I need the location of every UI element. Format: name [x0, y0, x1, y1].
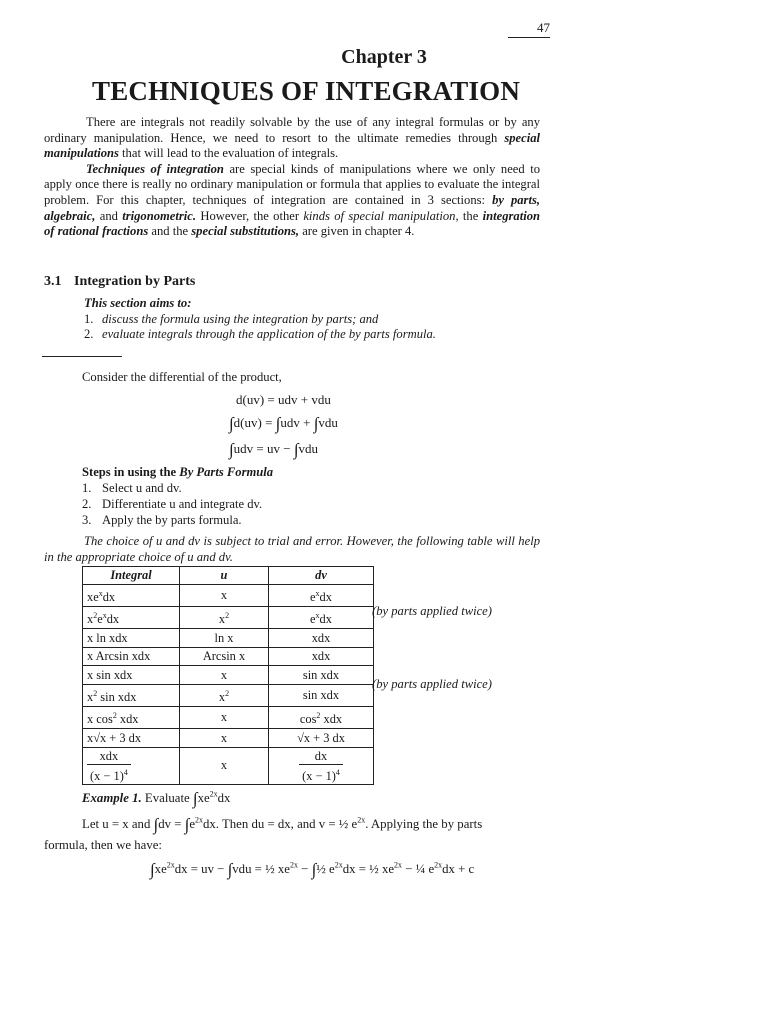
equation-product-differential: d(uv) = udv + vdu — [236, 392, 331, 407]
integral-sign: ∫ — [313, 414, 319, 433]
step-item: 3. Apply the by parts formula. — [82, 513, 242, 527]
equation-by-parts-formula: ∫udv = uv − ∫vdu — [229, 440, 319, 459]
section-number: 3.1 — [44, 274, 62, 289]
integral-sign: ∫ — [293, 440, 299, 459]
table-header-dv: dv — [269, 567, 374, 585]
table-cell-dv — [269, 747, 374, 784]
integral-sign: ∫ — [229, 440, 234, 459]
table-header-u: u — [180, 567, 269, 585]
table-cell-u: x — [180, 729, 269, 748]
integral-sign: ∫ — [311, 860, 317, 879]
integral-sign: ∫ — [184, 815, 190, 834]
divider — [42, 356, 122, 357]
table-cell-u: x — [180, 585, 269, 607]
section-heading — [44, 274, 195, 290]
table-cell-integral: x√x + 3 dx — [83, 729, 180, 748]
example-solution: $\int xe^{2x}dx$ = uv − ∫vdu = ½ $xe^{2x}$ − ∫½ $e^{2x}dx$ = ½ $xe^{2x}$ − ¼ $e^{2x}dx + c$ — [150, 860, 475, 879]
table-row — [83, 747, 374, 784]
table-cell-integral — [83, 747, 180, 784]
table-cell-dv: xdx — [269, 647, 374, 666]
equation-integrated-differential: ∫d(uv) = ∫udv + ∫vdu — [229, 414, 338, 433]
integral-sign: ∫ — [227, 860, 233, 879]
steps-title: Steps in using the By Parts Formula — [82, 465, 274, 479]
table-note: (by parts applied twice) — [372, 677, 492, 691]
fraction: $\frac{\text{xdx}}{(x - 1)^4}$ — [87, 748, 131, 784]
aims-title: This section aims to: — [84, 296, 192, 310]
consider-text: Consider the differential of the product, — [82, 370, 282, 384]
chapter-label: Chapter 3 — [341, 46, 427, 68]
steps-section — [82, 464, 542, 528]
intro-text — [44, 115, 540, 240]
table-cell-dv: sin xdx — [269, 685, 374, 707]
integral-sign: ∫ — [192, 789, 198, 808]
fraction: $\frac{dx}{(x - 1)^4}$ — [299, 748, 343, 784]
table-row — [83, 707, 374, 729]
table-cell-u: x — [180, 666, 269, 685]
page-number: 47 — [508, 20, 550, 38]
table-cell-u: ln x — [180, 629, 269, 648]
table-row — [83, 607, 374, 629]
aim-item: 2. evaluate integrals through the application of the by parts formula. — [84, 327, 436, 341]
integral-sign: ∫ — [153, 815, 159, 834]
table-cell-u: $x^2$ — [180, 685, 269, 707]
table-cell-dv: $\cos^2$ xdx — [269, 707, 374, 729]
table-cell-integral: x sin xdx — [83, 666, 180, 685]
table-header-integral: Integral — [83, 567, 180, 585]
integral-sign: ∫ — [275, 414, 281, 433]
table-cell-dv: sin xdx — [269, 666, 374, 685]
table-cell-dv: $e^xdx$ — [269, 585, 374, 607]
step-item: 2. Differentiate u and integrate dv. — [82, 497, 263, 511]
intro-paragraph-2: Techniques of integration are special kinds of manipulations where we only need to apply once there is really no ordinary manipulation or formula that applies to evaluate the integral problem. For this chapter, techniques of integration are contained in 3 sections: by parts, algebraic, and trigonometric. However, the other kinds of special manipulation, the integration of rational fractions and the special substitutions, are given in chapter 4. — [44, 161, 541, 239]
table-row — [83, 685, 374, 707]
table-cell-u: x — [180, 747, 269, 784]
table-note: (by parts applied twice) — [372, 604, 492, 618]
integral-sign: ∫ — [229, 414, 234, 433]
by-parts-table — [82, 566, 374, 785]
choice-text: The choice of u and dv is subject to trial and error. However, the following table will help in the appropriate choice of u and dv. — [44, 534, 540, 564]
chapter-title: TECHNIQUES OF INTEGRATION — [92, 76, 521, 106]
table-row — [83, 666, 374, 685]
example-label: Example 1. — [82, 791, 142, 805]
step-item: 1. Select u and dv. — [82, 481, 182, 495]
table-row — [83, 629, 374, 648]
table-row — [83, 585, 374, 607]
table-cell-u: Arcsin x — [180, 647, 269, 666]
table-header-row — [83, 567, 374, 585]
table-cell-u: $x^2$ — [180, 607, 269, 629]
table-cell-integral: $x^2e^xdx$ — [83, 607, 180, 629]
table-cell-integral: $xe^xdx$ — [83, 585, 180, 607]
table-row — [83, 729, 374, 748]
example-heading: Example 1. Evaluate $\int xe^{2x}dx$ — [82, 789, 231, 808]
table-cell-integral: x ln xdx — [83, 629, 180, 648]
example-substitution: Let u = x and $\int dv = \int e^{2x}dx$. Then du = dx, and v = ½ $e^{2x}$. Applying the by parts — [82, 815, 483, 834]
table-cell-integral: x $\cos^2$ xdx — [83, 707, 180, 729]
table-cell-integral: $x^2$ sin xdx — [83, 685, 180, 707]
table-row — [83, 647, 374, 666]
integral-sign: ∫ — [150, 860, 155, 879]
table-cell-u: x — [180, 707, 269, 729]
table-cell-dv: √x + 3 dx — [269, 729, 374, 748]
table-cell-dv: $e^xdx$ — [269, 607, 374, 629]
section-title: Integration by Parts — [74, 274, 196, 289]
section-aims — [84, 296, 544, 343]
example-formula-intro: formula, then we have: — [44, 838, 162, 852]
table-cell-dv: xdx — [269, 629, 374, 648]
table-cell-integral: x Arcsin xdx — [83, 647, 180, 666]
intro-paragraph-1: There are integrals not readily solvable by the use of any integral formulas or by any ordinary manipulation. Hence, we need to resort to the ultimate remedies through special manipulations that will lead to the evaluation of integrals. — [44, 115, 540, 161]
aim-item: 1. discuss the formula using the integration by parts; and — [84, 311, 379, 326]
